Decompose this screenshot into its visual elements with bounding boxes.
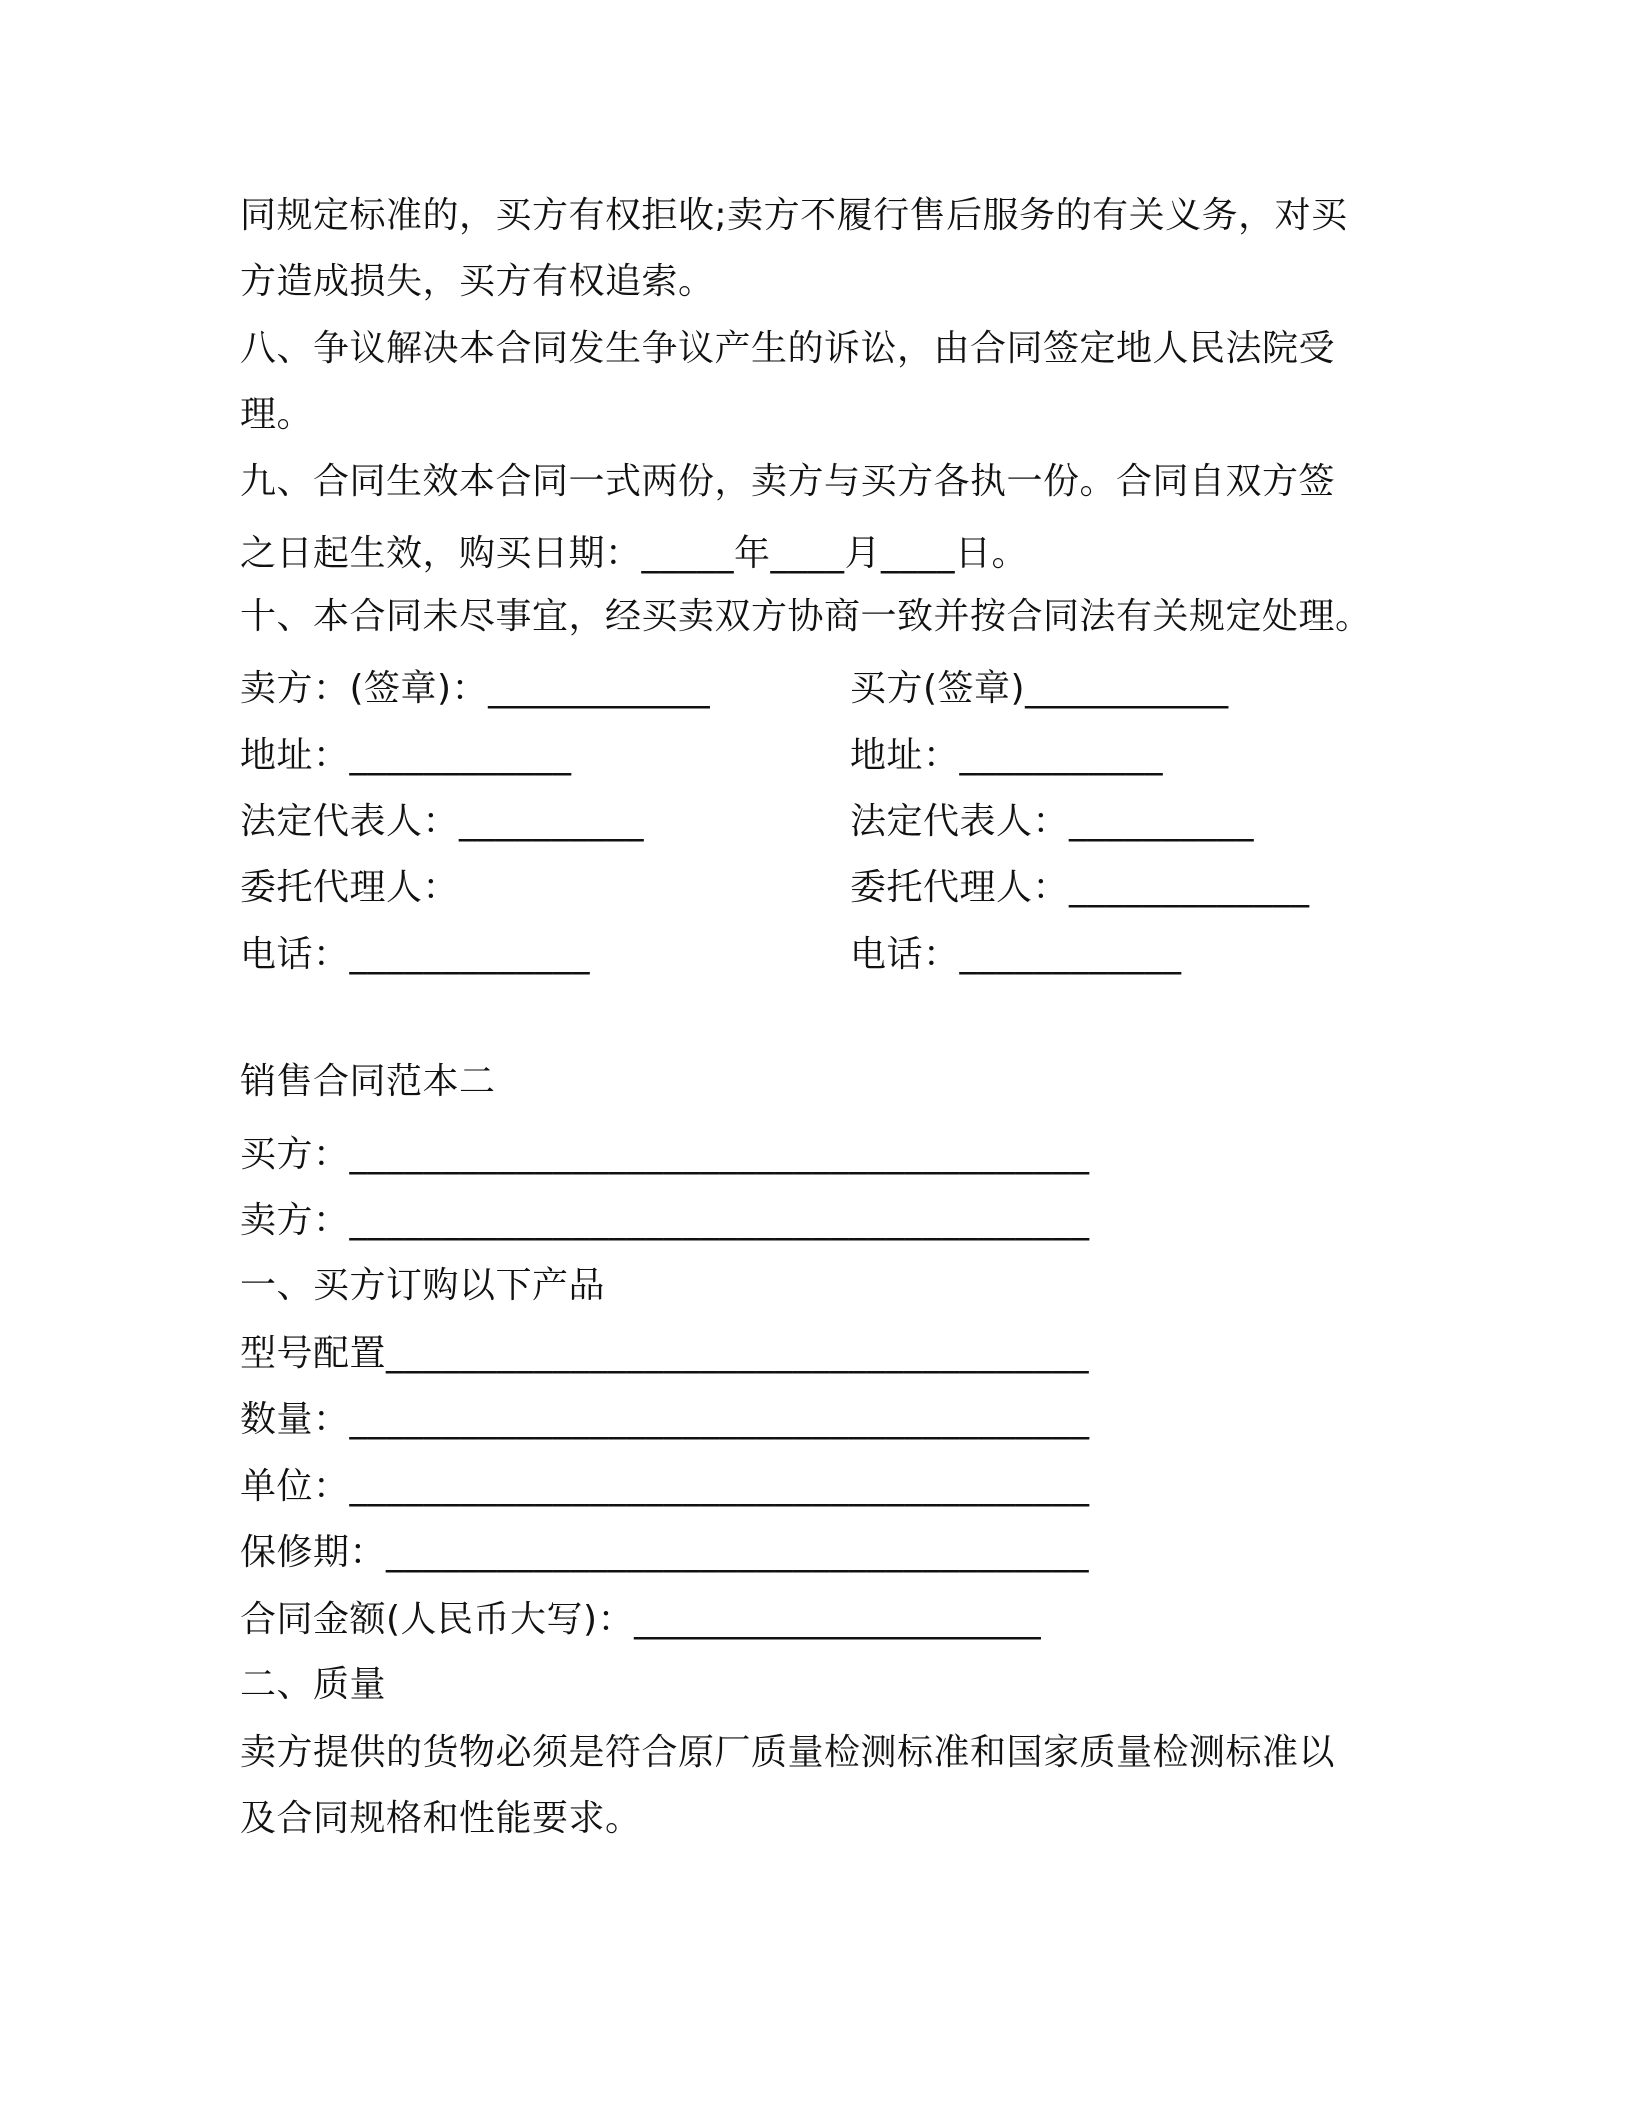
quality-paragraph-line: 及合同规格和性能要求。 xyxy=(240,1798,642,1839)
paragraph-line: 方造成损失，买方有权追索。 xyxy=(240,261,715,302)
seller-phone-field: 电话：_____________ xyxy=(240,934,591,975)
buyer-name-field: 买方：________________________________________ xyxy=(240,1134,1090,1175)
section-2-heading: 二、质量 xyxy=(240,1664,387,1705)
clause-10-line: 十、本合同未尽事宜，经买卖双方协商一致并按合同法有关规定处理。 xyxy=(240,596,1372,637)
buyer-agent-field: 委托代理人：_____________ xyxy=(850,867,1310,908)
contract-amount-field: 合同金额(人民币大写)：______________________ xyxy=(240,1599,1042,1640)
clause-9-line: 九、合同生效本合同一式两份，卖方与买方各执一份。合同自双方签 xyxy=(240,461,1336,502)
buyer-signature-field: 买方(签章)___________ xyxy=(850,668,1229,709)
unit-field: 单位：________________________________________ xyxy=(240,1466,1090,1507)
quality-paragraph-line: 卖方提供的货物必须是符合原厂质量检测标准和国家质量检测标准以 xyxy=(240,1732,1336,1773)
seller-name-field: 卖方：________________________________________ xyxy=(240,1200,1090,1241)
purchase-date-line: 之日起生效，购买日期：_____年____月____日。 xyxy=(240,533,1029,574)
warranty-field: 保修期：______________________________________ xyxy=(240,1532,1090,1573)
seller-address-field: 地址：____________ xyxy=(240,735,572,776)
seller-agent-field: 委托代理人： xyxy=(240,867,460,908)
model-config-field: 型号配置______________________________________ xyxy=(240,1333,1090,1374)
buyer-phone-field: 电话：____________ xyxy=(850,934,1182,975)
buyer-address-field: 地址：___________ xyxy=(850,735,1164,776)
quantity-field: 数量：________________________________________ xyxy=(240,1399,1090,1440)
paragraph-line: 同规定标准的，买方有权拒收;卖方不履行售后服务的有关义务，对买 xyxy=(240,195,1348,236)
seller-legal-rep-field: 法定代表人：__________ xyxy=(240,801,645,842)
document-title: 销售合同范本二 xyxy=(240,1061,496,1102)
clause-8-line: 八、争议解决本合同发生争议产生的诉讼，由合同签定地人民法院受 xyxy=(240,328,1336,369)
seller-signature-field: 卖方：(签章)：____________ xyxy=(240,668,711,709)
buyer-legal-rep-field: 法定代表人：__________ xyxy=(850,801,1255,842)
section-1-heading: 一、买方订购以下产品 xyxy=(240,1265,606,1306)
paragraph-line: 理。 xyxy=(240,394,314,435)
